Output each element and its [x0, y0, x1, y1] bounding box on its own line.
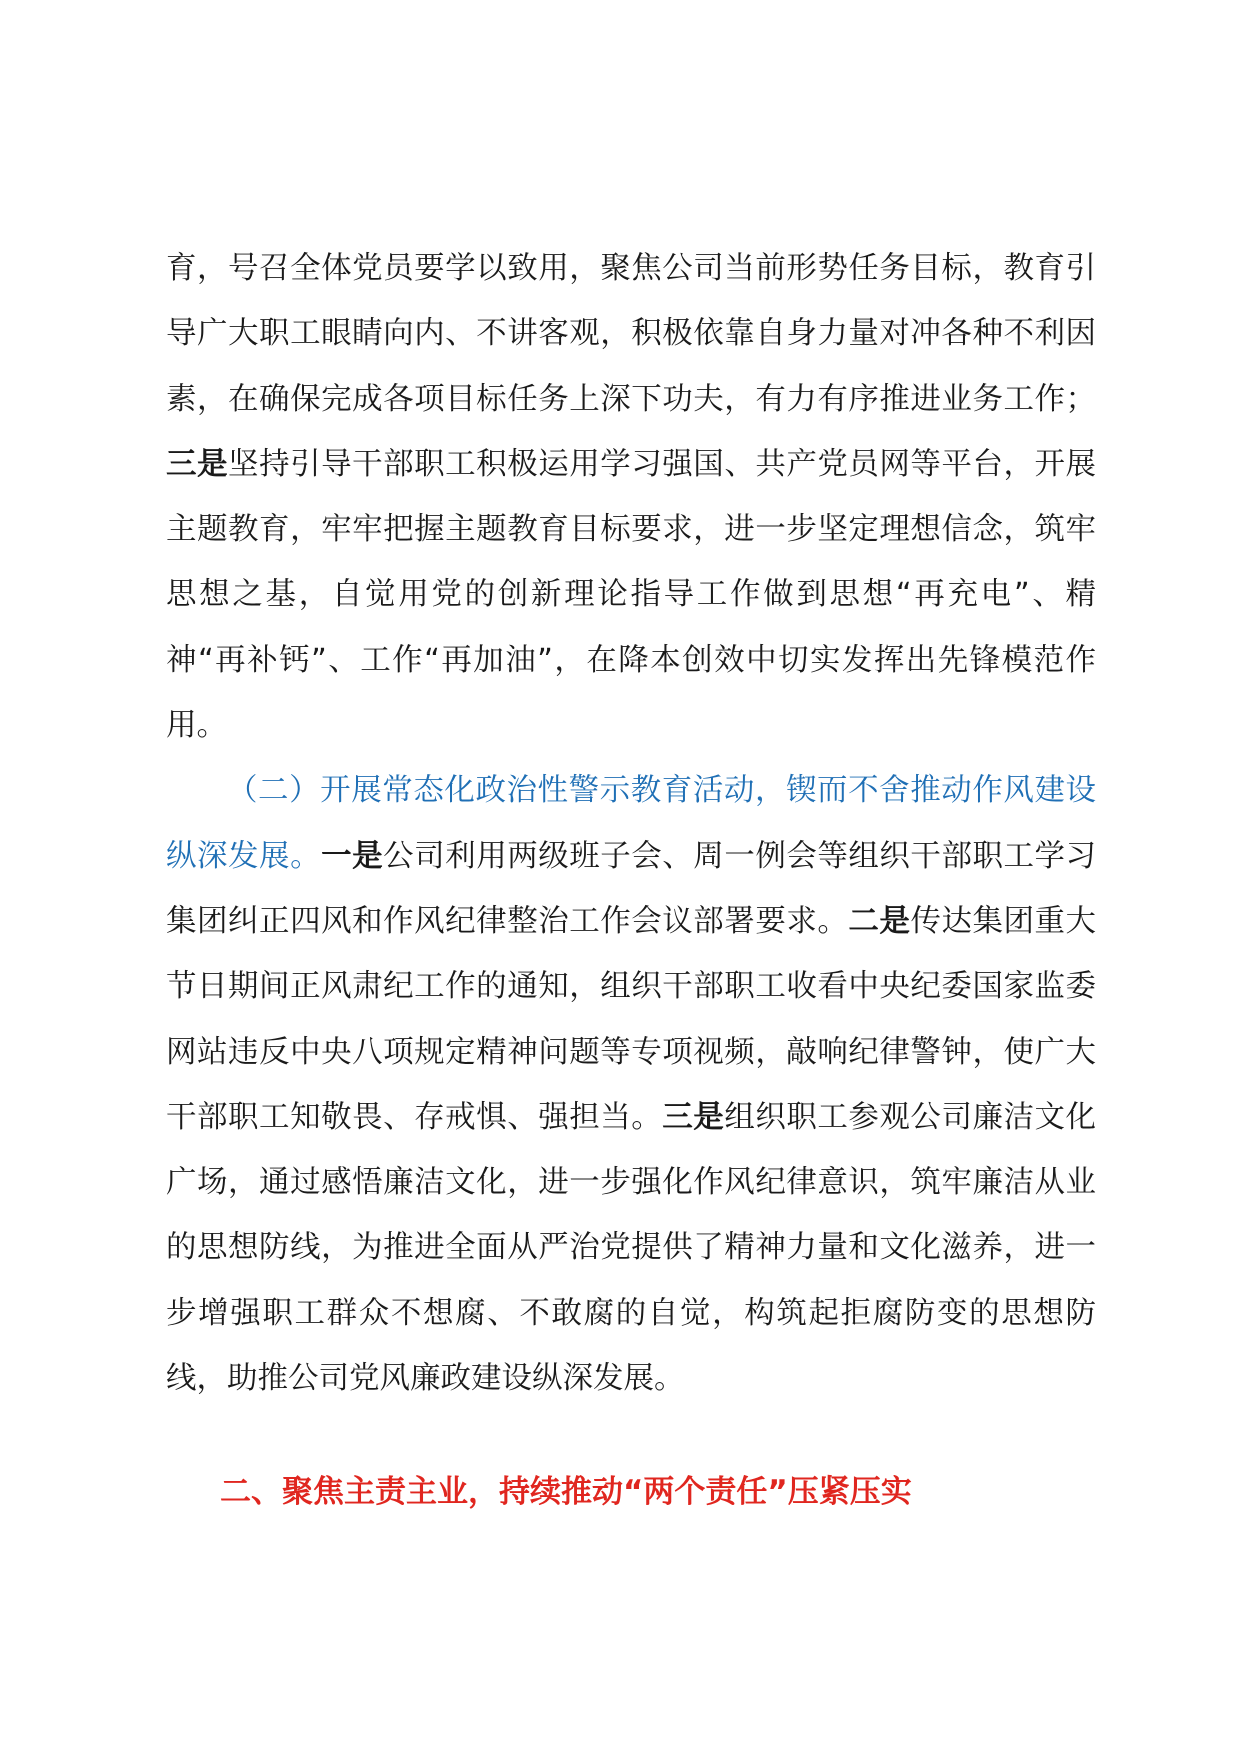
paragraph-text: 组织职工参观公司廉洁文化广场，通过感悟廉洁文化，进一步强化作风纪律意识，筑牢廉洁从业的思想防线，为推进全面从严治党提供了精神力量和文化滋养，进一步增强职工群众不想腐、不敢腐的自觉，构筑起拒腐防变的思想防线，助推公司党风廉政建设纵深发展。	[166, 1099, 1097, 1397]
paragraph-subsection-2	[166, 758, 1096, 1411]
enumeration-marker: 二是	[848, 903, 911, 939]
section-heading: 二、聚焦主责主业，持续推动“两个责任”压紧压实	[220, 1474, 912, 1510]
paragraph-text: 育，号召全体党员要学以致用，聚焦公司当前形势任务目标，教育引导广大职工眼睛向内、不讲客观，积极依靠自身力量对冲各种不利因素，在确保完成各项目标任务上深下功夫，有力有序推进业务工作；	[166, 251, 1096, 417]
enumeration-marker: 三是	[662, 1099, 725, 1135]
enumeration-marker: 三是	[166, 446, 229, 482]
paragraph-continuation	[166, 236, 1096, 758]
enumeration-marker: 一是	[321, 838, 384, 874]
paragraph-text: 公司利用两级班子会、周一例会等组织干部职工学习集团纠正四风和作风纪律整治工作会议部署要求。	[166, 838, 1097, 939]
paragraph-text: 传达集团重大节日期间正风肃纪工作的通知，组织干部职工收看中央纪委国家监委网站违反中央八项规定精神问题等专项视频，敲响纪律警钟，使广大干部职工知敬畏、存戒惧、强担当。	[166, 903, 1097, 1135]
paragraph-text: 坚持引导干部职工积极运用学习强国、共产党员网等平台，开展主题教育，牢牢把握主题教育目标要求，进一步坚定理想信念，筑牢思想之基，自觉用党的创新理论指导工作做到思想“再充电”、精神“再补钙”、工作“再加油”，在降本创效中切实发挥出先锋模范作用。	[166, 446, 1097, 744]
document-body	[166, 236, 1096, 1411]
subsection-heading: （二）开展常态化政治性警示教育活动，锲而不舍推动作风建设纵深发展。	[166, 773, 1096, 874]
